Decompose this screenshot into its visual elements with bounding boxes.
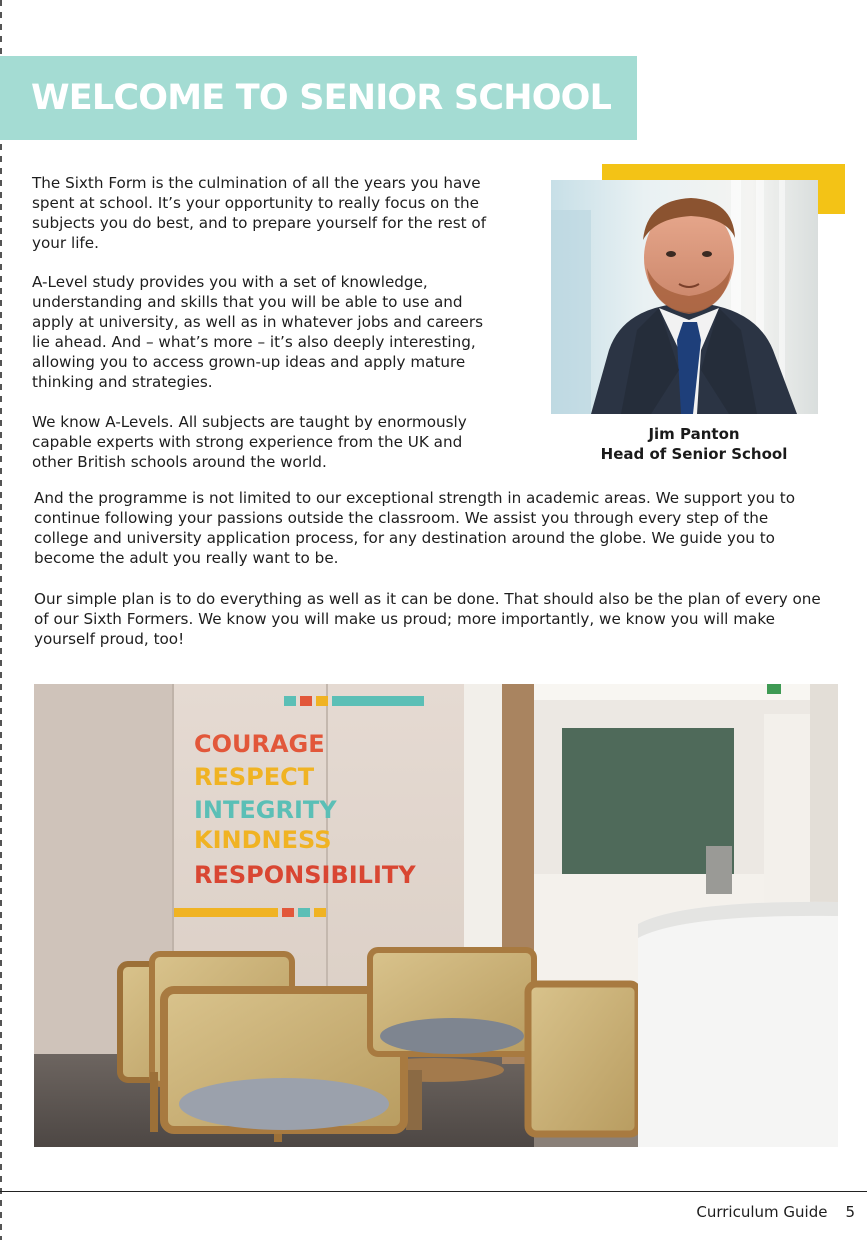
page-title: WELCOME TO SENIOR SCHOOL: [31, 78, 612, 118]
intro-paragraph-1: The Sixth Form is the culmination of all the years you have spent at school. It’s your opportunity to really focus on the subjects you do best, and to prepare yourself for the rest of your life.: [32, 174, 487, 252]
page-footer: [696, 1203, 855, 1221]
body-paragraph-5: Our simple plan is to do everything as well as it can be done. That should also be the plan of every one of our Sixth Formers. We know you will make us proud; more importantly, we know you will make yourself proud, too!: [34, 590, 821, 648]
body-paragraph-4: And the programme is not limited to our exceptional strength in academic areas. We support you to continue following your passions outside the classroom. We assist you through every step of the college and university application process, for any destination around the globe. We guide you to become the adult you really want to be.: [34, 489, 796, 567]
wall-value-kindness: KINDNESS: [194, 826, 332, 854]
cut-guide-line: [0, 0, 2, 1240]
person-role: Head of Senior School: [600, 445, 788, 463]
wall-value-respect: RESPECT: [194, 763, 315, 791]
wall-value-courage: COURAGE: [194, 730, 325, 758]
footer-label: Curriculum Guide: [696, 1203, 828, 1221]
intro-paragraph-3: We know A-Levels. All subjects are taught by enormously capable experts with strong experience from the UK and other British schools around the world.: [32, 413, 467, 471]
page-number: 5: [845, 1203, 855, 1221]
lounge-photo: [34, 684, 838, 1147]
wall-value-integrity: INTEGRITY: [194, 796, 337, 824]
person-name: Jim Panton: [648, 425, 740, 443]
footer-divider: [0, 1191, 867, 1192]
headmaster-photo: [551, 180, 818, 414]
intro-paragraph-2: A-Level study provides you with a set of knowledge, understanding and skills that you will be able to use and apply at university, as well as in whatever jobs and careers lie ahead. And – what’s more – it’s also deeply interesting, allowing you to access grown-up ideas and apply mature thinking and strategies.: [32, 273, 484, 391]
photo-caption: [551, 424, 837, 464]
wall-value-responsibility: RESPONSIBILITY: [194, 861, 416, 889]
title-banner: [0, 56, 637, 140]
